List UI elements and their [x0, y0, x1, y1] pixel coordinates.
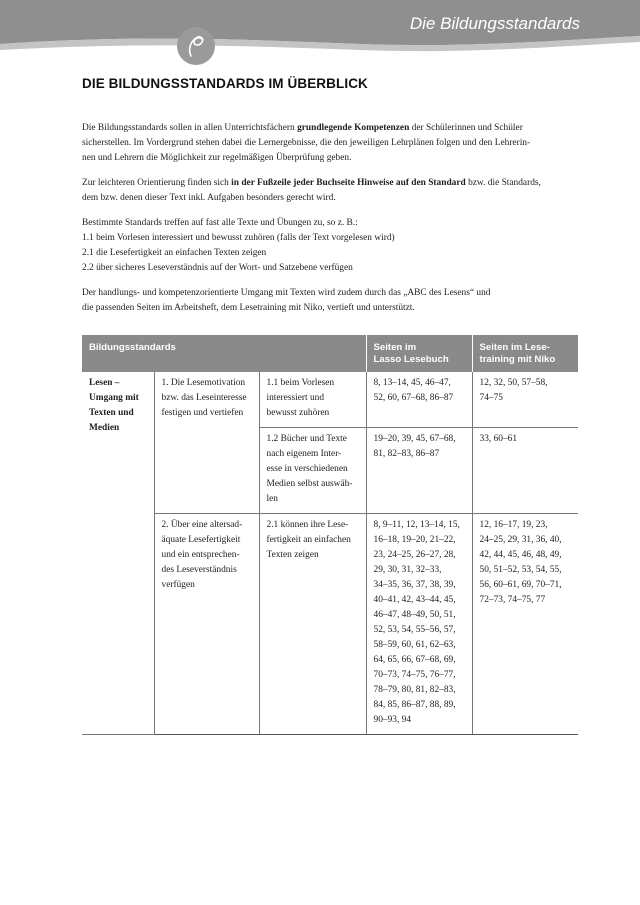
- intro-paragraph-3: Bestimmte Standards treffen auf fast alle Texte und Übungen zu, so z. B.: 1.1 beim Vorlesen interessiert und bewusst zuhören (falls der Text vorgelesen wird) 2.1 die Lesefertigkeit an einfachen Texten zeigen 2.2 über sicheres Leseverständnis auf der Wort- und Satzebene verfügen: [82, 216, 580, 276]
- niko-pages-cell: 33, 60–61: [472, 428, 578, 514]
- standard-cell: 2.1 können ihre Lese- fertigkeit an einfachen Texten zeigen: [259, 514, 366, 735]
- header-lasso-pages: Seiten im Lasso Lesebuch: [366, 335, 472, 372]
- intro-paragraph-1: Die Bildungsstandards sollen in allen Unterrichtsfächern grundlegende Kompetenzen der Schülerinnen und Schüler sicherstellen. Im Vordergrund stehen dabei die Lernergebnisse, die den jeweiligen Lehrplänen folgen und den Lehrerin- nen und Lehrern die Möglichkeit zur regelmäßigen Überprüfung geben.: [82, 123, 531, 163]
- niko-pages-cell: 12, 32, 50, 57–58, 74–75: [472, 372, 578, 428]
- standard-cell: 1.2 Bücher und Texte nach eigenem Inter- esse in verschiedenen Medien selbst auswäh- len: [259, 428, 366, 514]
- standard-example: 1.1 beim Vorlesen interessiert und bewusst zuhören (falls der Text vorgelesen wird): [82, 233, 395, 243]
- section-title: Die Bildungsstandards: [409, 14, 580, 33]
- table-row: [82, 514, 578, 735]
- standard-cell: 1.1 beim Vorlesen interessiert und bewusst zuhören: [259, 372, 366, 428]
- header-bildungsstandards: Bildungsstandards: [82, 335, 366, 372]
- header-niko-pages: Seiten im Lese- training mit Niko: [472, 335, 578, 372]
- lasso-pages-cell: 8, 13–14, 45, 46–47, 52, 60, 67–68, 86–87: [366, 372, 472, 428]
- standard-example: 2.1 die Lesefertigkeit an einfachen Texten zeigen: [82, 248, 267, 258]
- competence-area-cell: Lesen – Umgang mit Texten und Medien: [82, 372, 154, 735]
- page-title: DIE BILDUNGSSTANDARDS IM ÜBERBLICK: [82, 76, 368, 91]
- niko-pages-cell: 12, 16–17, 19, 23, 24–25, 29, 31, 36, 40, 42, 44, 45, 46, 48, 49, 50, 51–52, 53, 54, 55, 56, 60–61, 69, 70–71, 72–73, 74–75, 77: [472, 514, 578, 735]
- competence-cell: 1. Die Lesemotivation bzw. das Leseinteresse festigen und vertiefen: [154, 372, 259, 514]
- intro-paragraph-2: Zur leichteren Orientierung finden sich in der Fußzeile jeder Buchseite Hinweise auf den Standard bzw. die Standards, dem bzw. denen dieser Text inkl. Aufgaben besonders gerecht wird.: [82, 178, 541, 203]
- competence-cell: 2. Über eine altersad- äquate Lesefertigkeit und ein entsprechen- des Leseverständnis verfügen: [154, 514, 259, 735]
- intro-paragraph-4: Der handlungs- und kompetenzorientierte Umgang mit Texten wird zudem durch das „ABC des Lesens“ und die passenden Seiten im Arbeitsheft, dem Lesetraining mit Niko, vertieft und unterstützt.: [82, 288, 491, 313]
- table-row: [82, 372, 578, 428]
- table-header-row: [82, 335, 578, 372]
- emblem-icon: [176, 26, 216, 66]
- lasso-pages-cell: 8, 9–11, 12, 13–14, 15, 16–18, 19–20, 21–22, 23, 24–25, 26–27, 28, 29, 30, 31, 32–33, 34–35, 36, 37, 38, 39, 40–41, 42, 43–44, 45, 46–47, 48–49, 50, 51, 52, 53, 54, 55–56, 57, 58–59, 60, 61, 62–63, 64, 65, 66, 67–68, 69, 70–73, 74–75, 76–77, 78–79, 80, 81, 82–83, 84, 85, 86–87, 88, 89, 90–93, 94: [366, 514, 472, 735]
- standards-table: [82, 335, 578, 735]
- standard-example: 2.2 über sicheres Leseverständnis auf der Wort- und Satzebene verfügen: [82, 263, 353, 273]
- lasso-pages-cell: 19–20, 39, 45, 67–68, 81, 82–83, 86–87: [366, 428, 472, 514]
- header-wave-band: [0, 0, 640, 80]
